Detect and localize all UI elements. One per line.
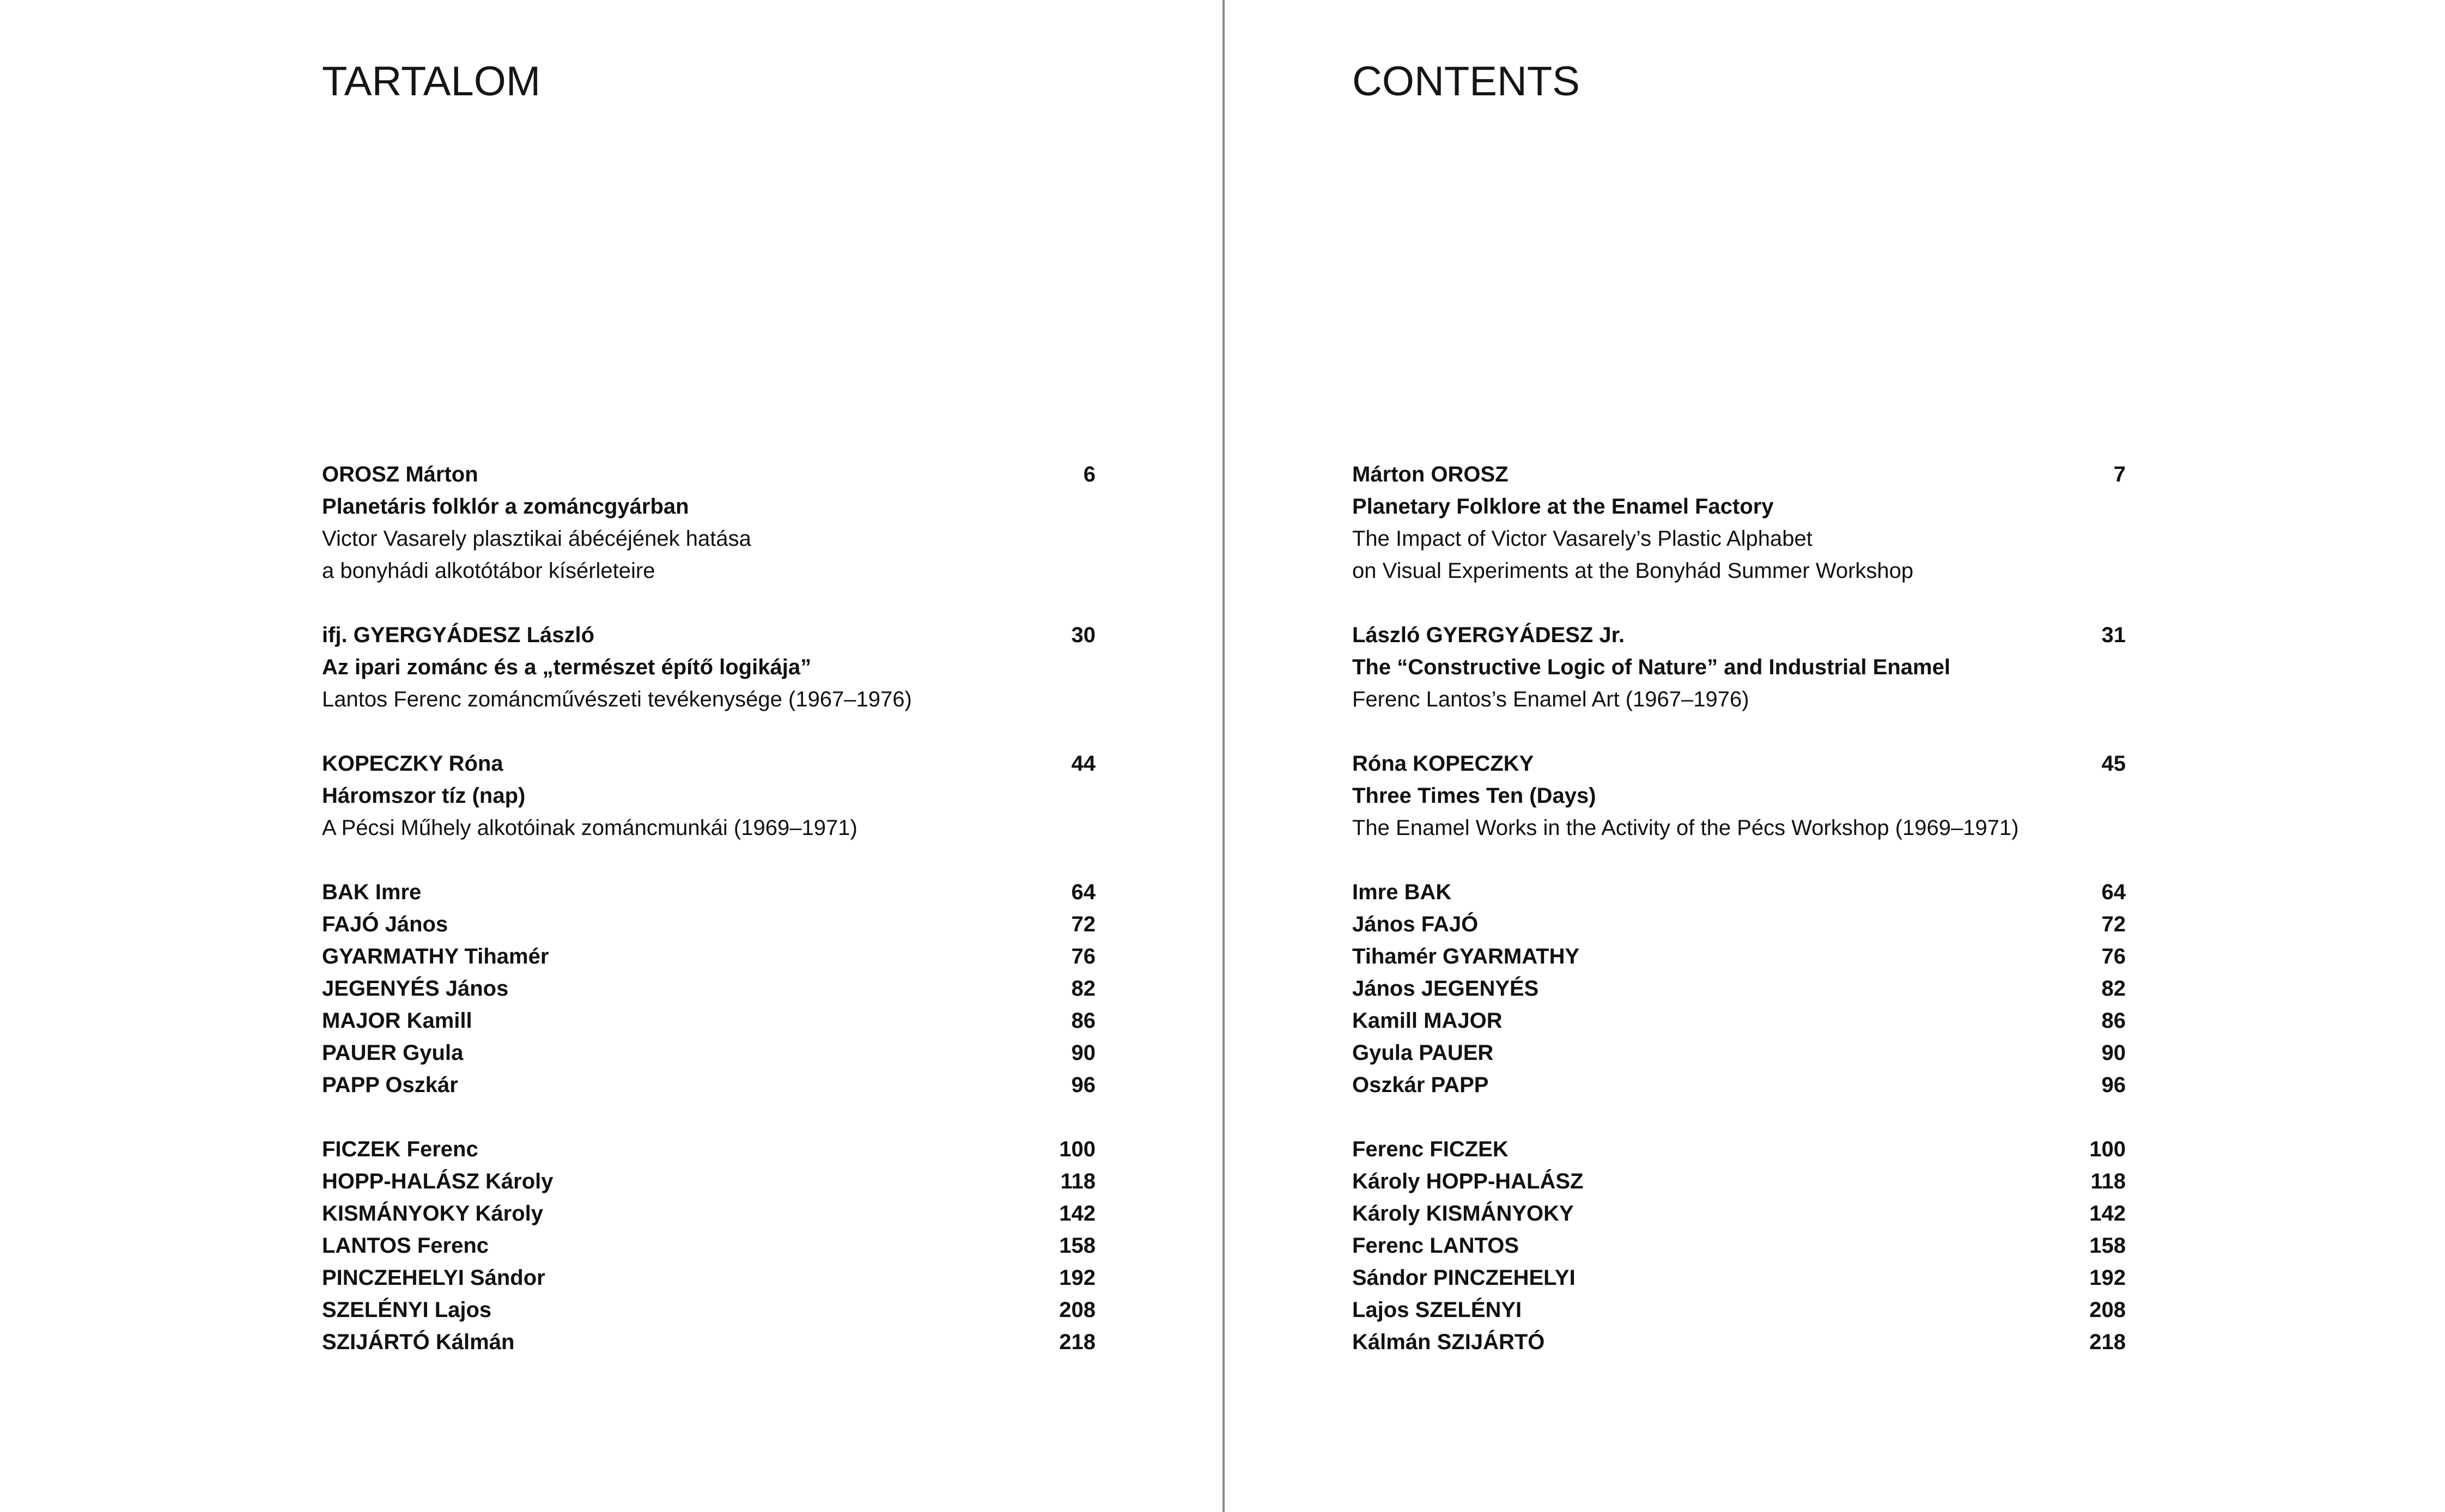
essay-subtitle-line: a bonyhádi alkotótábor kísérleteire (322, 559, 655, 583)
artist-entry[interactable] (1352, 1326, 2126, 1358)
page-number: 158 (1059, 1234, 1096, 1258)
essay-author-row (1352, 619, 2126, 651)
artist-entry[interactable] (1352, 1262, 2126, 1294)
artist-entry[interactable] (322, 1230, 1096, 1262)
artist-name: SZELÉNYI Lajos (322, 1298, 492, 1322)
essay-entry[interactable] (322, 459, 1096, 587)
essay-title: Az ipari zománc és a „természet építő logikája” (322, 655, 812, 679)
page-number: 118 (1060, 1169, 1096, 1193)
page-number: 96 (1071, 1073, 1096, 1097)
page-number: 192 (1059, 1266, 1096, 1290)
artist-entry[interactable] (322, 1069, 1096, 1101)
artist-name: LANTOS Ferenc (322, 1234, 489, 1258)
page-number: 6 (1083, 462, 1096, 486)
page-number: 86 (1071, 1009, 1096, 1033)
artist-entry[interactable] (1352, 1133, 2126, 1166)
artist-group (1352, 876, 2126, 1101)
essay-author: ifj. GYERGYÁDESZ László (322, 623, 595, 647)
essay-entry[interactable] (322, 748, 1096, 844)
artist-name: FAJÓ János (322, 912, 448, 936)
artist-name: Tihamér GYARMATHY (1352, 944, 1580, 968)
artist-entry[interactable] (1352, 1294, 2126, 1326)
artist-name: Ferenc LANTOS (1352, 1234, 1519, 1258)
page-number: 64 (1071, 880, 1096, 904)
artist-name: Oszkár PAPP (1352, 1073, 1489, 1097)
artist-name: Ferenc FICZEK (1352, 1137, 1509, 1161)
artist-name: Gyula PAUER (1352, 1041, 1494, 1065)
artist-entry[interactable] (322, 876, 1096, 909)
page-number: 82 (1071, 977, 1096, 1001)
page-number: 44 (1071, 752, 1096, 776)
page-number: 82 (2101, 977, 2126, 1001)
artist-entry[interactable] (1352, 1005, 2126, 1037)
artist-group (322, 876, 1096, 1101)
essay-author-row (1352, 459, 2126, 491)
page-number: 64 (2101, 880, 2126, 904)
artist-name: Károly KISMÁNYOKY (1352, 1202, 1574, 1226)
artist-name: MAJOR Kamill (322, 1009, 472, 1033)
artist-name: PAPP Oszkár (322, 1073, 458, 1097)
essay-subtitle-line: The Enamel Works in the Activity of the Pécs Workshop (1969–1971) (1352, 816, 2019, 840)
page-title: TARTALOM (322, 58, 541, 105)
essay-entry[interactable] (322, 619, 1096, 716)
essay-title: Planetáris folklór a zománcgyárban (322, 495, 689, 519)
artist-name: JEGENYÉS János (322, 977, 509, 1001)
essay-entry[interactable] (1352, 619, 2126, 716)
page-left-tartalom (322, 0, 1106, 1512)
artist-name: PINCZEHELYI Sándor (322, 1266, 545, 1290)
essay-subtitle-line: on Visual Experiments at the Bonyhád Summer Workshop (1352, 559, 1914, 583)
page-number: 142 (2089, 1202, 2126, 1226)
essay-subtitle-line: The Impact of Victor Vasarely’s Plastic Alphabet (1352, 527, 1813, 551)
artist-entry[interactable] (322, 1166, 1096, 1198)
page-number: 96 (2101, 1073, 2126, 1097)
artist-entry[interactable] (322, 1037, 1096, 1069)
artist-group (1352, 1133, 2126, 1358)
artist-entry[interactable] (1352, 973, 2126, 1005)
artist-entry[interactable] (322, 1198, 1096, 1230)
artist-entry[interactable] (1352, 941, 2126, 973)
page-number: 72 (2101, 912, 2126, 936)
artist-name: HOPP-HALÁSZ Károly (322, 1169, 554, 1193)
page-number: 30 (1071, 623, 1096, 647)
page-number: 192 (2089, 1266, 2126, 1290)
artist-name: SZIJÁRTÓ Kálmán (322, 1330, 515, 1354)
page-number: 7 (2113, 462, 2126, 486)
artist-entry[interactable] (1352, 1230, 2126, 1262)
essay-author: Róna KOPECZKY (1352, 752, 1534, 776)
artist-entry[interactable] (1352, 909, 2126, 941)
page-number: 208 (1059, 1298, 1096, 1322)
artist-group (322, 1133, 1096, 1358)
artist-name: János FAJÓ (1352, 912, 1479, 936)
page-number: 208 (2089, 1298, 2126, 1322)
essay-subtitle-line: Victor Vasarely plasztikai ábécéjének hatása (322, 527, 751, 551)
essay-title: Háromszor tíz (nap) (322, 784, 526, 808)
artist-entry[interactable] (322, 1294, 1096, 1326)
page-number: 118 (2090, 1169, 2126, 1193)
artist-entry[interactable] (322, 1005, 1096, 1037)
page-title: CONTENTS (1352, 58, 1580, 105)
page-number: 100 (1059, 1137, 1096, 1161)
artist-name: Kamill MAJOR (1352, 1009, 1503, 1033)
page-number: 45 (2101, 752, 2126, 776)
artist-entry[interactable] (1352, 876, 2126, 909)
page-number: 76 (2101, 944, 2126, 968)
toc-list (322, 459, 1096, 1391)
artist-name: PAUER Gyula (322, 1041, 464, 1065)
essay-title: Planetary Folklore at the Enamel Factory (1352, 495, 1774, 519)
page-right-contents (1352, 0, 2137, 1512)
artist-name: GYARMATHY Tihamér (322, 944, 549, 968)
artist-entry[interactable] (322, 1326, 1096, 1358)
page-number: 158 (2089, 1234, 2126, 1258)
page-number: 218 (2089, 1330, 2126, 1354)
artist-entry[interactable] (322, 1262, 1096, 1294)
essay-author-row (322, 459, 1096, 491)
page-number: 142 (1059, 1202, 1096, 1226)
page-number: 86 (2101, 1009, 2126, 1033)
essay-author: Márton OROSZ (1352, 462, 1509, 486)
page-number: 76 (1071, 944, 1096, 968)
page-number: 90 (2101, 1041, 2126, 1065)
essay-subtitle-line: Ferenc Lantos’s Enamel Art (1967–1976) (1352, 687, 1749, 711)
artist-entry[interactable] (322, 973, 1096, 1005)
toc-list (1352, 459, 2126, 1391)
artist-entry[interactable] (1352, 1166, 2126, 1198)
essay-entry[interactable] (1352, 459, 2126, 587)
essay-subtitle-line: A Pécsi Műhely alkotóinak zománcmunkái (1969–1971) (322, 816, 857, 840)
artist-name: Sándor PINCZEHELYI (1352, 1266, 1576, 1290)
artist-entry[interactable] (322, 1133, 1096, 1166)
essay-title: The “Constructive Logic of Nature” and Industrial Enamel (1352, 655, 1950, 679)
page-number: 100 (2089, 1137, 2126, 1161)
essay-author: László GYERGYÁDESZ Jr. (1352, 623, 1625, 647)
page-number: 218 (1059, 1330, 1096, 1354)
book-gutter-divider (1222, 0, 1225, 1512)
artist-name: FICZEK Ferenc (322, 1137, 478, 1161)
essay-author: KOPECZKY Róna (322, 752, 503, 776)
essay-subtitle-line: Lantos Ferenc zománcművészeti tevékenysége (1967–1976) (322, 687, 912, 711)
page-number: 72 (1071, 912, 1096, 936)
artist-name: KISMÁNYOKY Károly (322, 1202, 544, 1226)
artist-name: Kálmán SZIJÁRTÓ (1352, 1330, 1545, 1354)
page-number: 31 (2101, 623, 2126, 647)
artist-name: BAK Imre (322, 880, 422, 904)
artist-name: Lajos SZELÉNYI (1352, 1298, 1522, 1322)
essay-author-row (1352, 748, 2126, 780)
artist-entry[interactable] (1352, 1037, 2126, 1069)
essay-entry[interactable] (1352, 748, 2126, 844)
essay-author: OROSZ Márton (322, 462, 478, 486)
page-number: 90 (1071, 1041, 1096, 1065)
artist-entry[interactable] (1352, 1198, 2126, 1230)
artist-name: Károly HOPP-HALÁSZ (1352, 1169, 1584, 1193)
essay-title: Three Times Ten (Days) (1352, 784, 1596, 808)
artist-name: János JEGENYÉS (1352, 977, 1539, 1001)
artist-entry[interactable] (1352, 1069, 2126, 1101)
artist-name: Imre BAK (1352, 880, 1452, 904)
artist-entry[interactable] (322, 909, 1096, 941)
essay-author-row (322, 619, 1096, 651)
essay-author-row (322, 748, 1096, 780)
artist-entry[interactable] (322, 941, 1096, 973)
